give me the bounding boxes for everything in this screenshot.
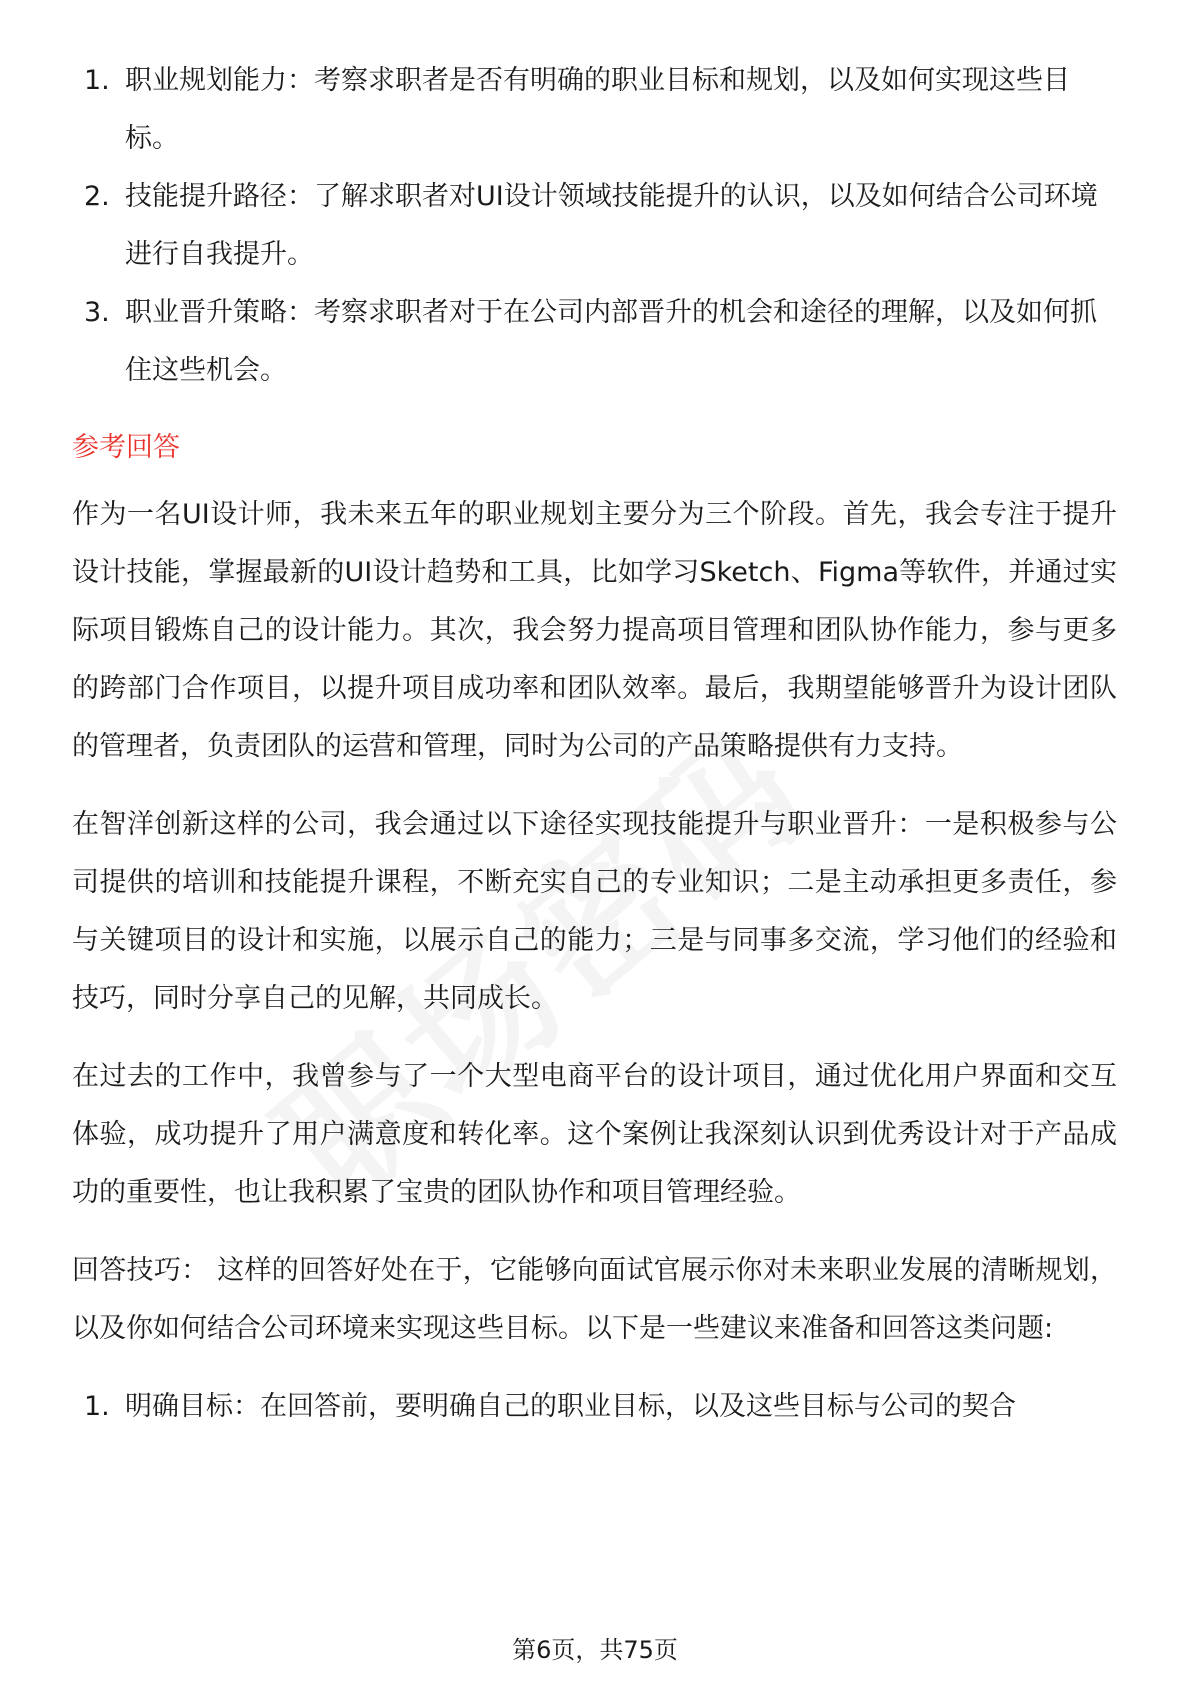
answer-paragraph: 作为一名UI设计师，我未来五年的职业规划主要分为三个阶段。首先，我会专注于提升设计技能，掌握最新的UI设计趋势和工具，比如学习Sketch、Figma等软件，并通过实际项目锻炼自己的设计能力。其次，我会努力提高项目管理和团队协作能力，参与更多的跨部门合作项目，以提升项目成功率和团队效率。最后，我期望能够晋升为设计团队的管理者，负责团队的运营和管理，同时为公司的产品策略提供有力支持。	[72, 499, 1117, 762]
tips-paragraph: 回答技巧： 这样的回答好处在于，它能够向面试官展示你对未来职业发展的清晰规划，以及你如何结合公司环境来实现这些目标。以下是一些建议来准备和回答这类问题:	[72, 1255, 1117, 1344]
list-item	[72, 52, 1117, 168]
list-item	[72, 284, 1117, 400]
list-item-number: 2.	[84, 181, 110, 212]
list-item	[72, 168, 1117, 284]
list-item-number: 1.	[84, 65, 110, 96]
tips-list	[72, 1378, 1117, 1436]
page-content	[72, 52, 1117, 1436]
evaluation-points-list	[72, 52, 1117, 400]
list-item-number: 1.	[84, 1391, 110, 1422]
list-item-text: 职业晋升策略：考察求职者对于在公司内部晋升的机会和途径的理解，以及如何抓住这些机会。	[125, 297, 1097, 386]
list-item	[72, 1378, 1117, 1436]
list-item-text: 技能提升路径：了解求职者对UI设计领域技能提升的认识，以及如何结合公司环境进行自我提升。	[125, 181, 1098, 270]
list-item-number: 3.	[84, 297, 110, 328]
list-item-text: 职业规划能力：考察求职者是否有明确的职业目标和规划，以及如何实现这些目标。	[125, 65, 1070, 154]
list-item-text: 明确目标：在回答前，要明确自己的职业目标，以及这些目标与公司的契合	[125, 1391, 1016, 1422]
answer-paragraph: 在智洋创新这样的公司，我会通过以下途径实现技能提升与职业晋升：一是积极参与公司提供的培训和技能提升课程，不断充实自己的专业知识；二是主动承担更多责任，参与关键项目的设计和实施，以展示自己的能力；三是与同事多交流，学习他们的经验和技巧，同时分享自己的见解，共同成长。	[72, 809, 1117, 1014]
answer-paragraph: 在过去的工作中，我曾参与了一个大型电商平台的设计项目，通过优化用户界面和交互体验，成功提升了用户满意度和转化率。这个案例让我深刻认识到优秀设计对于产品成功的重要性，也让我积累了宝贵的团队协作和项目管理经验。	[72, 1061, 1117, 1208]
section-heading: 参考回答	[72, 432, 180, 463]
page-footer: 第6页，共75页	[512, 1636, 678, 1664]
